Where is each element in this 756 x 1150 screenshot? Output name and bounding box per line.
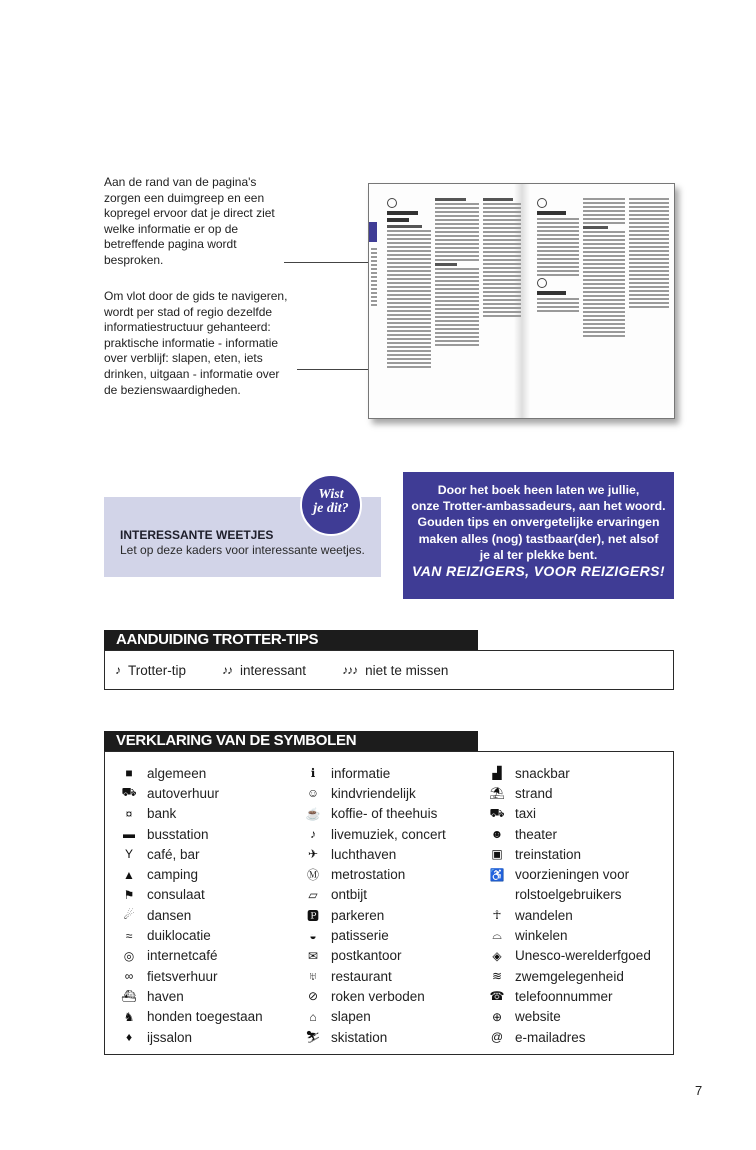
cocktail-icon: Y xyxy=(124,847,133,862)
dance-icon: ☄ xyxy=(123,908,135,923)
symbol-label: treinstation xyxy=(515,846,582,862)
symbol-legend-item xyxy=(489,844,651,864)
symbol-legend-item xyxy=(305,804,446,824)
hiker-icon: ☥ xyxy=(492,908,502,923)
symbol-label: luchthaven xyxy=(331,846,397,862)
metro-icon: Ⓜ xyxy=(306,868,319,883)
symbol-label: theater xyxy=(515,826,558,842)
symbol-legend-item xyxy=(305,824,446,844)
symbol-legend-item xyxy=(489,1007,651,1027)
globe-icon: ⊕ xyxy=(491,1009,503,1024)
at-icon: @ xyxy=(490,1030,504,1044)
symbol-label: patisserie xyxy=(331,928,389,944)
symbol-label: skistation xyxy=(331,1029,388,1045)
beach-icon: ⛱ xyxy=(489,786,505,801)
symbol-legend-item xyxy=(305,885,446,905)
symbol-legend-item xyxy=(121,783,263,803)
symbols-column-2 xyxy=(305,763,446,1047)
symbol-legend-item xyxy=(489,905,651,925)
symbol-label: taxi xyxy=(515,806,537,822)
symbol-label: rolstoelgebruikers xyxy=(515,887,622,903)
symbol-label: postkantoor xyxy=(331,948,402,964)
symbol-legend-item xyxy=(121,966,263,986)
spread-column xyxy=(537,198,579,404)
ice-cream-icon: ♦ xyxy=(125,1030,133,1044)
at-circle-icon: ◎ xyxy=(123,948,135,963)
spread-column xyxy=(387,198,431,404)
symbol-legend-item xyxy=(305,1027,446,1047)
symbol-legend-item xyxy=(489,783,651,803)
symbol-legend-item xyxy=(489,864,651,884)
symbol-legend-item xyxy=(305,986,446,1006)
running-head-vertical xyxy=(371,248,377,308)
thumb-tab-marker xyxy=(369,222,377,242)
no-smoking-icon: ⊘ xyxy=(307,989,319,1004)
symbol-label: honden toegestaan xyxy=(147,1009,263,1025)
breakfast-icon: ▱ xyxy=(308,887,318,902)
symbol-legend-item xyxy=(305,1007,446,1027)
shopping-basket-icon: ⌓ xyxy=(492,928,502,943)
spread-column xyxy=(629,198,669,404)
symbol-label: ontbijt xyxy=(331,887,368,903)
symbol-legend-item xyxy=(121,885,263,905)
symbol-legend-item xyxy=(121,986,263,1006)
tip-label: interessant xyxy=(240,662,307,678)
did-you-know-badge xyxy=(300,474,362,536)
symbol-label: kindvriendelijk xyxy=(331,785,416,801)
book-spread-thumbnail xyxy=(368,183,675,419)
symbol-label: livemuziek, concert xyxy=(331,826,446,842)
spread-column xyxy=(583,198,625,404)
symbol-label: informatie xyxy=(331,765,391,781)
symbol-label: zwemgelegenheid xyxy=(515,968,624,984)
symbol-legend-item xyxy=(121,864,263,884)
section-icon xyxy=(537,198,547,208)
trotter-1-icon: ♪ xyxy=(115,663,120,677)
swimmer-icon: ≋ xyxy=(491,969,503,984)
leader-line-structure xyxy=(297,369,370,370)
trotter-3-icon: ♪♪♪ xyxy=(342,663,358,677)
dive-icon: ≈ xyxy=(125,928,133,943)
square-icon: ■ xyxy=(125,766,133,781)
spread-column xyxy=(483,198,521,404)
symbol-legend-item xyxy=(121,905,263,925)
ship-icon: ⛴ xyxy=(121,989,137,1004)
symbol-label: website xyxy=(515,1009,561,1025)
dog-icon: ♞ xyxy=(123,1009,135,1024)
symbol-label: internetcafé xyxy=(147,948,218,964)
intro-structure-text: Om vlot door de gids te navigeren, wordt per stad of regio dezelfde informatiestructuur gehanteerd: praktische informatie - informatie over verblijf: slapen, eten, iets drinken, uitgaan - informatie over de bezienswaardigheden. xyxy=(104,289,288,397)
symbol-label: bank xyxy=(147,806,177,822)
symbol-label: fietsverhuur xyxy=(147,968,218,984)
symbol-label: slapen xyxy=(331,1009,371,1025)
envelope-icon: ✉ xyxy=(307,948,319,963)
theater-icon: ☻ xyxy=(490,827,504,842)
airplane-icon: ✈ xyxy=(307,847,319,862)
symbol-legend-item xyxy=(121,1007,263,1027)
intro-thumb-tab-text: Aan de rand van de pagina's zorgen een duimgreep en een kopregel ervoor dat je direct ziet welke informatie er op de betreffende pagina wordt besproken. xyxy=(104,175,275,267)
symbol-legend-item xyxy=(121,804,263,824)
symbol-label: snackbar xyxy=(515,765,570,781)
unesco-icon: ◈ xyxy=(492,948,502,963)
taxi-icon: ⛟ xyxy=(489,805,505,820)
symbol-label: Unesco-werelderfgoed xyxy=(515,948,651,964)
phone-icon: ☎ xyxy=(489,989,505,1004)
symbol-label: ijssalon xyxy=(147,1029,193,1045)
house-icon: ⌂ xyxy=(309,1009,317,1024)
child-icon: ☺ xyxy=(306,786,320,801)
symbol-legend-item xyxy=(121,824,263,844)
symbol-label: metrostation xyxy=(331,867,406,883)
symbols-box xyxy=(104,751,674,1055)
symbol-label: roken verboden xyxy=(331,988,425,1004)
coffee-icon: ☕ xyxy=(305,806,321,821)
symbol-legend-item xyxy=(489,1027,651,1047)
symbol-legend-item xyxy=(305,946,446,966)
symbol-legend-item xyxy=(121,1027,263,1047)
section-icon xyxy=(537,278,547,288)
symbol-label: restaurant xyxy=(331,968,392,984)
symbol-legend-item xyxy=(121,946,263,966)
symbol-legend-item xyxy=(489,804,651,824)
did-you-know-title: INTERESSANTE WEETJES xyxy=(120,528,274,542)
symbol-label: algemeen xyxy=(147,765,207,781)
symbol-legend-item xyxy=(489,885,651,905)
symbol-legend-item xyxy=(121,844,263,864)
symbol-legend-item xyxy=(121,763,263,783)
symbol-legend-item xyxy=(305,905,446,925)
symbols-header: VERKLARING VAN DE SYMBOLEN xyxy=(104,731,478,751)
page-number: 7 xyxy=(695,1083,703,1098)
symbol-legend-item xyxy=(489,966,651,986)
symbol-label: camping xyxy=(147,867,199,883)
symbol-label: strand xyxy=(515,785,553,801)
tip-label: Trotter-tip xyxy=(128,662,187,678)
ambassadors-line: Door het boek heen laten we jullie, xyxy=(437,483,640,497)
symbol-label: wandelen xyxy=(515,907,573,923)
symbol-label: dansen xyxy=(147,907,192,923)
symbol-label: winkelen xyxy=(515,928,568,944)
symbol-legend-item xyxy=(489,986,651,1006)
music-note-icon: ♪ xyxy=(310,827,316,842)
trotter-2-icon: ♪♪ xyxy=(222,663,233,677)
ambassadors-line: maken alles (nog) tastbaar(der), net alsof xyxy=(418,531,659,546)
ambassadors-line: je al ter plekke bent. xyxy=(479,547,598,562)
tip-legend-item xyxy=(222,663,306,678)
parking-icon: 🅿 xyxy=(306,908,319,923)
train-icon: ▣ xyxy=(491,847,503,862)
symbols-column-3 xyxy=(489,763,651,1047)
tip-label: niet te missen xyxy=(365,662,449,678)
symbol-legend-item xyxy=(489,946,651,966)
symbol-label: koffie- of theehuis xyxy=(331,806,438,822)
ambassadors-line: onze Trotter-ambassadeurs, aan het woord. xyxy=(411,499,666,514)
tip-legend-item xyxy=(115,663,186,678)
symbol-label: voorzieningen voor xyxy=(515,867,630,883)
symbol-legend-item xyxy=(305,925,446,945)
spread-column xyxy=(435,198,479,404)
ambassadors-box xyxy=(403,472,674,599)
symbol-legend-item xyxy=(489,925,651,945)
leader-line-thumb-tab xyxy=(284,262,370,263)
snack-icon: ▟ xyxy=(492,766,502,781)
info-icon: ℹ xyxy=(310,766,316,781)
symbol-legend-item xyxy=(305,783,446,803)
symbol-label: autoverhuur xyxy=(147,785,220,801)
section-icon xyxy=(387,198,397,208)
trotter-tips-header: AANDUIDING TROTTER-TIPS xyxy=(104,630,478,650)
symbol-label: consulaat xyxy=(147,887,205,903)
symbol-legend-item xyxy=(121,925,263,945)
bank-icon: ¤ xyxy=(125,806,133,821)
wheelchair-icon: ♿ xyxy=(489,867,505,882)
symbol-label: busstation xyxy=(147,826,209,842)
symbol-legend-item xyxy=(489,824,651,844)
cutlery-icon: ♅ xyxy=(308,969,318,984)
badge-line-1: Wist xyxy=(318,487,344,502)
did-you-know-text: Let op deze kaders voor interessante weetjes. xyxy=(120,543,365,557)
symbol-legend-item xyxy=(489,763,651,783)
bicycle-icon: ∞ xyxy=(124,969,134,984)
consulate-icon: ⚑ xyxy=(123,887,135,902)
symbol-label: café, bar xyxy=(147,846,200,862)
symbol-label: telefoonnummer xyxy=(515,988,613,1004)
trotter-tips-box xyxy=(104,650,674,690)
skier-icon: ⛷ xyxy=(305,1030,321,1044)
badge-line-2: je dit? xyxy=(313,501,349,516)
pastry-icon: ◒ xyxy=(309,928,317,943)
symbol-label: haven xyxy=(147,988,184,1004)
symbol-label: e-mailadres xyxy=(515,1029,586,1045)
symbols-column-1 xyxy=(121,763,263,1047)
bus-icon: ▬ xyxy=(123,827,135,842)
tip-legend-item xyxy=(342,663,448,678)
symbol-label: parkeren xyxy=(331,907,385,923)
ambassadors-slogan: VAN REIZIGERS, VOOR REIZIGERS! xyxy=(412,563,665,580)
tent-icon: ▲ xyxy=(123,867,135,882)
ambassadors-line: Gouden tips en onvergetelijke ervaringen xyxy=(417,515,660,530)
car-icon: ⛟ xyxy=(121,785,137,800)
symbol-legend-item xyxy=(305,763,446,783)
symbol-legend-item xyxy=(305,864,446,884)
symbol-legend-item xyxy=(305,844,446,864)
symbol-label: duiklocatie xyxy=(147,928,211,944)
symbol-legend-item xyxy=(305,966,446,986)
